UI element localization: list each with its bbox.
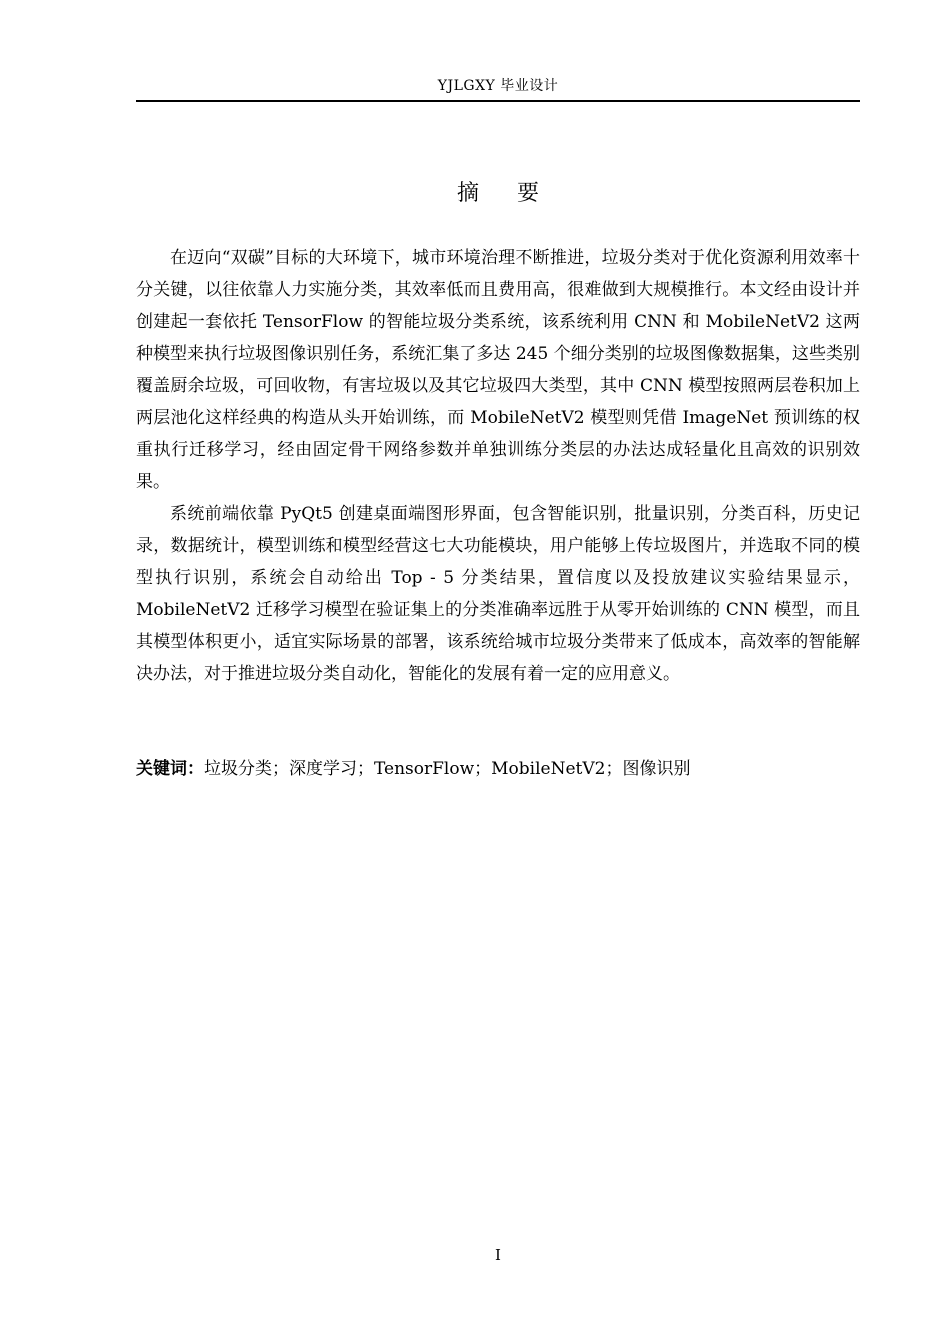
abstract-paragraph-2: 系统前端依靠 PyQt5 创建桌面端图形界面，包含智能识别，批量识别，分类百科，历史记录，数据统计，模型训练和模型经营这七大功能模块，用户能够上传垃圾图片，并选取不同的模型执行识别，系统会自动给出 Top - 5 分类结果，置信度以及投放建议实验结果显示，MobileNetV2 迁移学习模型在验证集上的分类准确率远胜于从零开始训练的 CNN 模型，而且其模型体积更小，适宜实际场景的部署，该系统给城市垃圾分类带来了低成本，高效率的智能解决办法，对于推进垃圾分类自动化，智能化的发展有着一定的应用意义。 [136,504,860,684]
keywords-line [136,753,860,785]
keywords-text: 垃圾分类；深度学习；TensorFlow；MobileNetV2；图像识别 [204,759,691,779]
keywords-label: 关键词： [136,759,204,779]
abstract-body [136,242,860,690]
running-header: YJLGXY 毕业设计 [437,78,559,94]
header-rule [136,100,860,102]
page-number: I [495,1246,501,1264]
abstract-title: 摘要 [456,181,577,206]
abstract-paragraph-1: 在迈向“双碳”目标的大环境下，城市环境治理不断推进，垃圾分类对于优化资源利用效率十分关键，以往依靠人力实施分类，其效率低而且费用高，很难做到大规模推行。本文经由设计并创建起一套依托 TensorFlow 的智能垃圾分类系统，该系统利用 CNN 和 MobileNetV2 这两种模型来执行垃圾图像识别任务，系统汇集了多达 245 个细分类别的垃圾图像数据集，这些类别覆盖厨余垃圾，可回收物，有害垃圾以及其它垃圾四大类型，其中 CNN 模型按照两层卷积加上两层池化这样经典的构造从头开始训练，而 MobileNetV2 模型则凭借 ImageNet 预训练的权重执行迁移学习，经由固定骨干网络参数并单独训练分类层的办法达成轻量化且高效的识别效果。 [136,248,860,492]
